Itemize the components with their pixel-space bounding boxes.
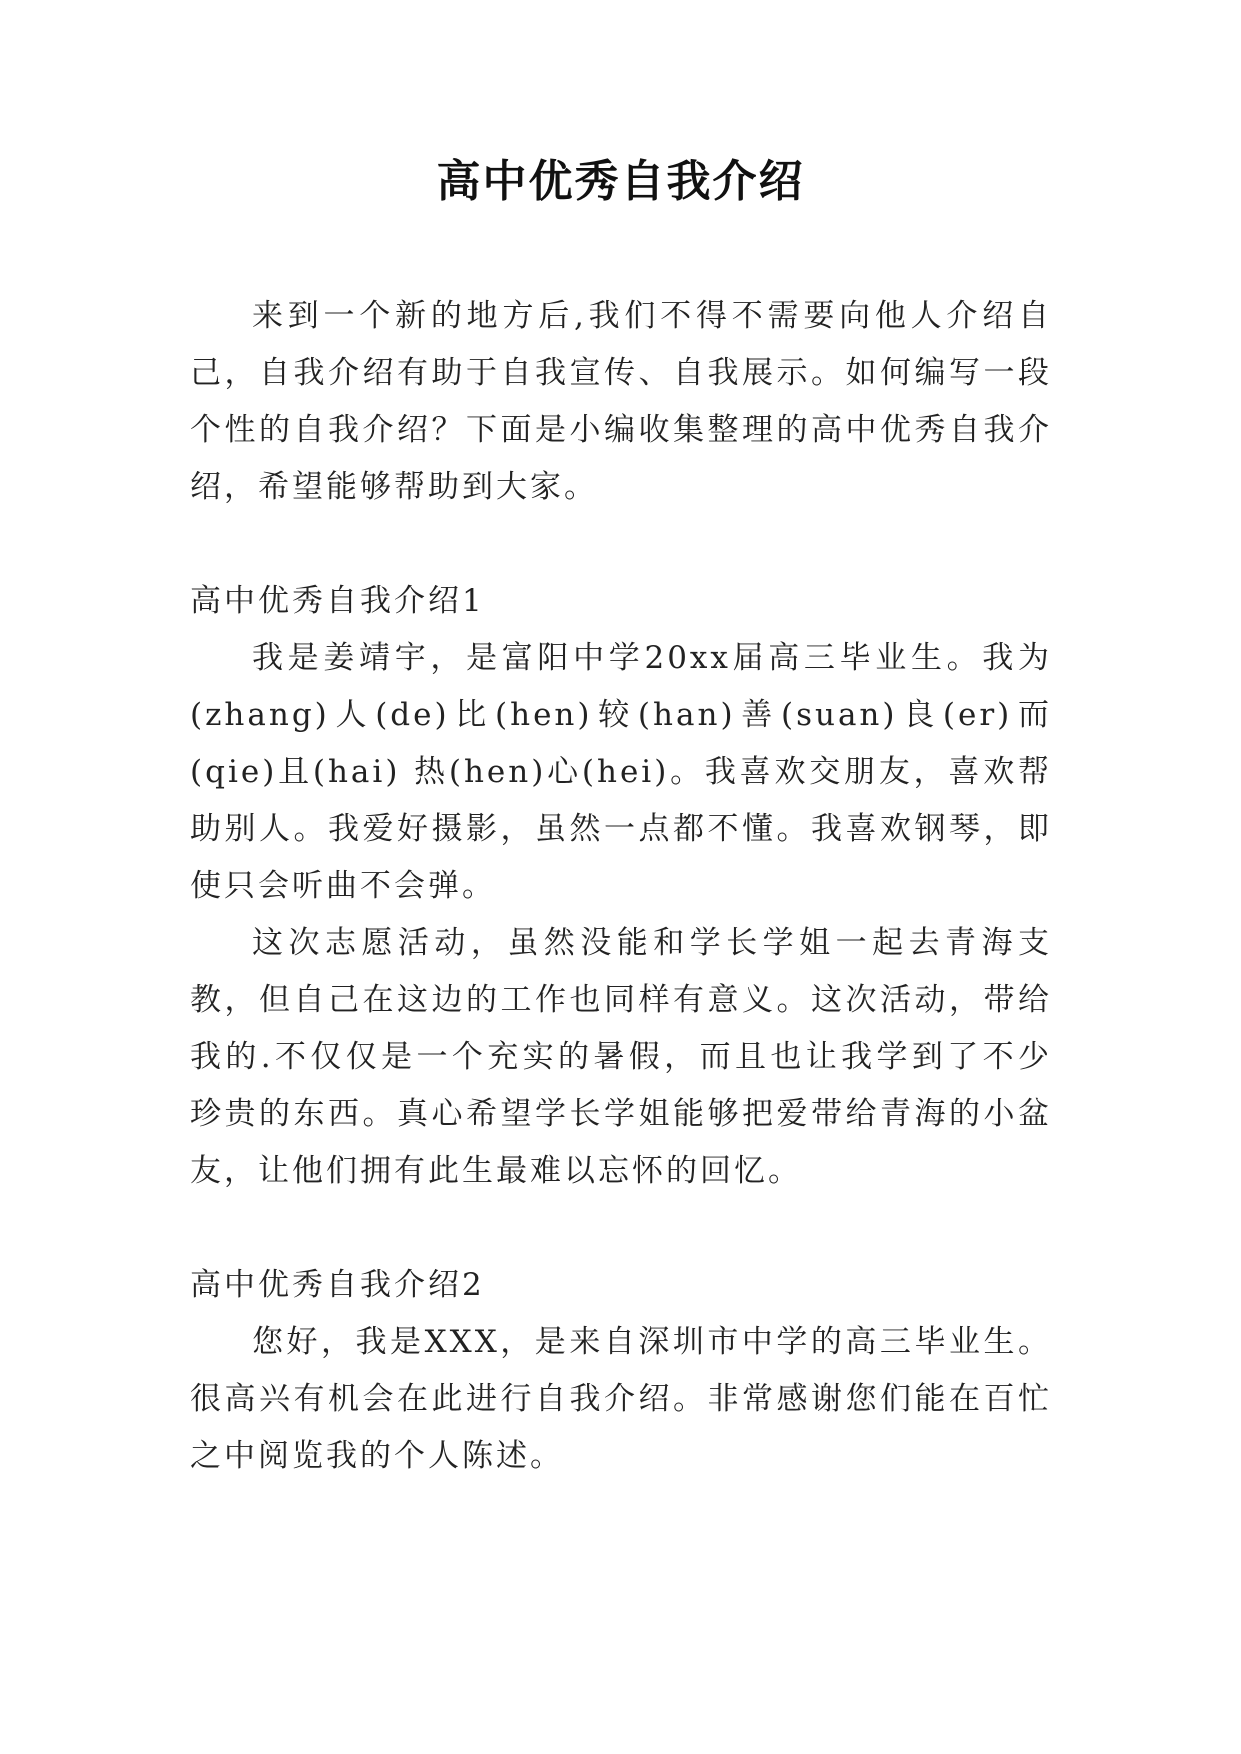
- section-paragraph: 您好，我是XXX，是来自深圳市中学的高三毕业生。很高兴有机会在此进行自我介绍。非常感谢您们能在百忙之中阅览我的个人陈述。: [190, 1324, 1052, 1474]
- spacer: [190, 1200, 1052, 1257]
- section-2: [190, 1257, 1052, 1485]
- section-paragraph: 这次志愿活动，虽然没能和学长学姐一起去青海支教，但自己在这边的工作也同样有意义。这次活动，带给我的.不仅仅是一个充实的暑假，而且也让我学到了不少珍贵的东西。真心希望学长学姐能够把爱带给青海的小盆友，让他们拥有此生最难以忘怀的回忆。: [190, 925, 1052, 1189]
- document-title: 高中优秀自我介绍: [436, 156, 805, 207]
- section-paragraph: 我是姜靖宇，是富阳中学20xx届高三毕业生。我为(zhang)人(de)比(hen)较(han)善(suan)良(er)而(qie)且(hai) 热(hen)心(hei)。我喜欢交朋友，喜欢帮助别人。我爱好摄影，虽然一点都不懂。我喜欢钢琴，即使只会听曲不会弹。: [190, 640, 1052, 904]
- section-heading: 高中优秀自我介绍2: [190, 1267, 485, 1303]
- section-heading: 高中优秀自我介绍1: [190, 583, 485, 619]
- document-body: [190, 288, 1052, 1485]
- section-1: [190, 573, 1052, 1200]
- spacer: [190, 516, 1052, 573]
- intro-paragraph: 来到一个新的地方后,我们不得不需要向他人介绍自己，自我介绍有助于自我宣传、自我展示。如何编写一段个性的自我介绍？下面是小编收集整理的高中优秀自我介绍，希望能够帮助到大家。: [190, 298, 1052, 505]
